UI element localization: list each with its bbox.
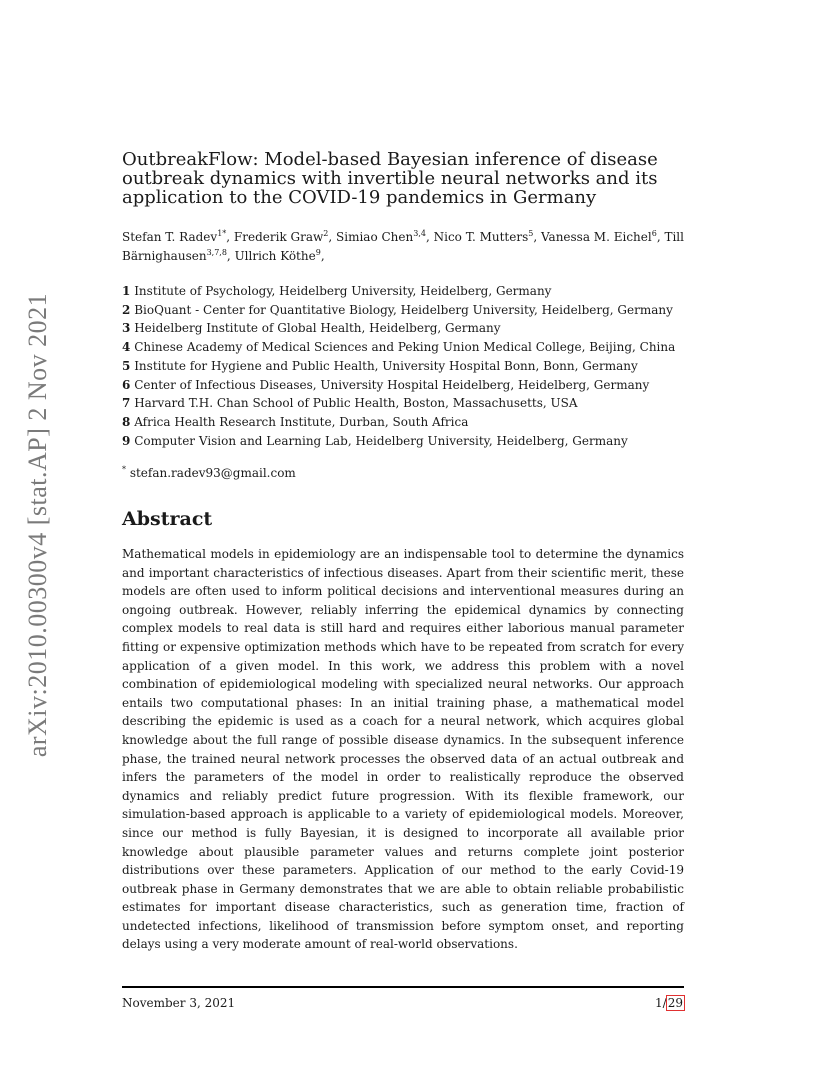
affiliation-item: 3 Heidelberg Institute of Global Health, Heidelberg, Germany	[122, 321, 501, 336]
total-pages-link[interactable]: 29	[667, 996, 683, 1010]
author: Simiao Chen$^{3,4}$,	[336, 229, 434, 244]
paper-title: OutbreakFlow: Model-based Bayesian inference of disease outbreak dynamics with invertible neural networks and its application to the COVID-19 pandemics in Germany	[122, 149, 658, 208]
author: Nico T. Mutters$^5$,	[433, 229, 541, 244]
author: Ullrich Köthe$^9$,	[234, 248, 325, 263]
affiliation-item: 4 Chinese Academy of Medical Sciences and Peking Union Medical College, Beijing, China	[122, 340, 676, 355]
author: Stefan T. Radev$^{1*}$,	[122, 229, 234, 244]
page-number: 1/29	[655, 996, 683, 1010]
affiliation-item: 8 Africa Health Research Institute, Durban, South Africa	[122, 414, 469, 429]
author: Till Bärnighausen$^{3,7,8}$,	[122, 230, 684, 263]
affiliation-item: 7 Harvard T.H. Chan School of Public Health, Boston, Massachusetts, USA	[122, 396, 578, 411]
arxiv-identifier	[20, 290, 56, 760]
affiliation-item: 2 BioQuant - Center for Quantitative Biology, Heidelberg University, Heidelberg, Germany	[122, 302, 673, 317]
corresponding-email	[122, 464, 684, 482]
abstract-heading: Abstract	[122, 508, 213, 530]
affiliation-item: 6 Center of Infectious Diseases, University Hospital Heidelberg, Heidelberg, Germany	[122, 377, 650, 392]
author: Vanessa M. Eichel$^6$,	[540, 229, 665, 244]
affiliation-list	[122, 282, 684, 450]
affiliation-item: 9 Computer Vision and Learning Lab, Heidelberg University, Heidelberg, Germany	[122, 433, 628, 448]
author: Frederik Graw$^2$,	[233, 229, 337, 244]
corresponding-mark: *	[122, 465, 126, 474]
affiliation-item: 5 Institute for Hygiene and Public Health, University Hospital Bonn, Bonn, Germany	[122, 358, 638, 373]
arxiv-identifier-text: arXiv:2010.00300v4 [stat.AP] 2 Nov 2021	[23, 292, 53, 758]
abstract-body: Mathematical models in epidemiology are an indispensable tool to determine the dynamics and important characteristics of infectious diseases. Apart from their scientific merit, these models are often used to inform political decisions and interventional measures during an ongoing outbreak. However, reliably inferring the epidemical dynamics by connecting complex models to real data is still hard and requires either laborious manual parameter fitting or expensive optimization methods which have to be repeated from scratch for every application of a given model. In this work, we address this problem with a novel combination of epidemiological modeling with specialized neural networks. Our approach entails two computational phases: In an initial training phase, a mathematical model describing the epidemic is used as a coach for a neural network, which acquires global knowledge about the full range of possible disease dynamics. In the subsequent inference phase, the trained neural network processes the observed data of an actual outbreak and infers the parameters of the model in order to realistically reproduce the observed dynamics and reliably predict future progression. With its flexible framework, our simulation-based approach is applicable to a variety of epidemiological models. Moreover, since our method is fully Bayesian, it is designed to incorporate all available prior knowledge about plausible parameter values and returns complete joint posterior distributions over these parameters. Application of our method to the early Covid-19 outbreak phase in Germany demonstrates that we are able to obtain reliable probabilistic estimates for important disease characteristics, such as generation time, fraction of undetected infections, likelihood of transmission before symptom onset, and reporting delays using a very moderate amount of real-world observations.	[122, 547, 684, 952]
footer-date: November 3, 2021	[122, 996, 236, 1010]
email-address: stefan.radev93@gmail.com	[129, 466, 296, 480]
author-list	[122, 228, 684, 266]
affiliation-item: 1 Institute of Psychology, Heidelberg University, Heidelberg, Germany	[122, 284, 552, 298]
footer-rule	[122, 986, 684, 988]
